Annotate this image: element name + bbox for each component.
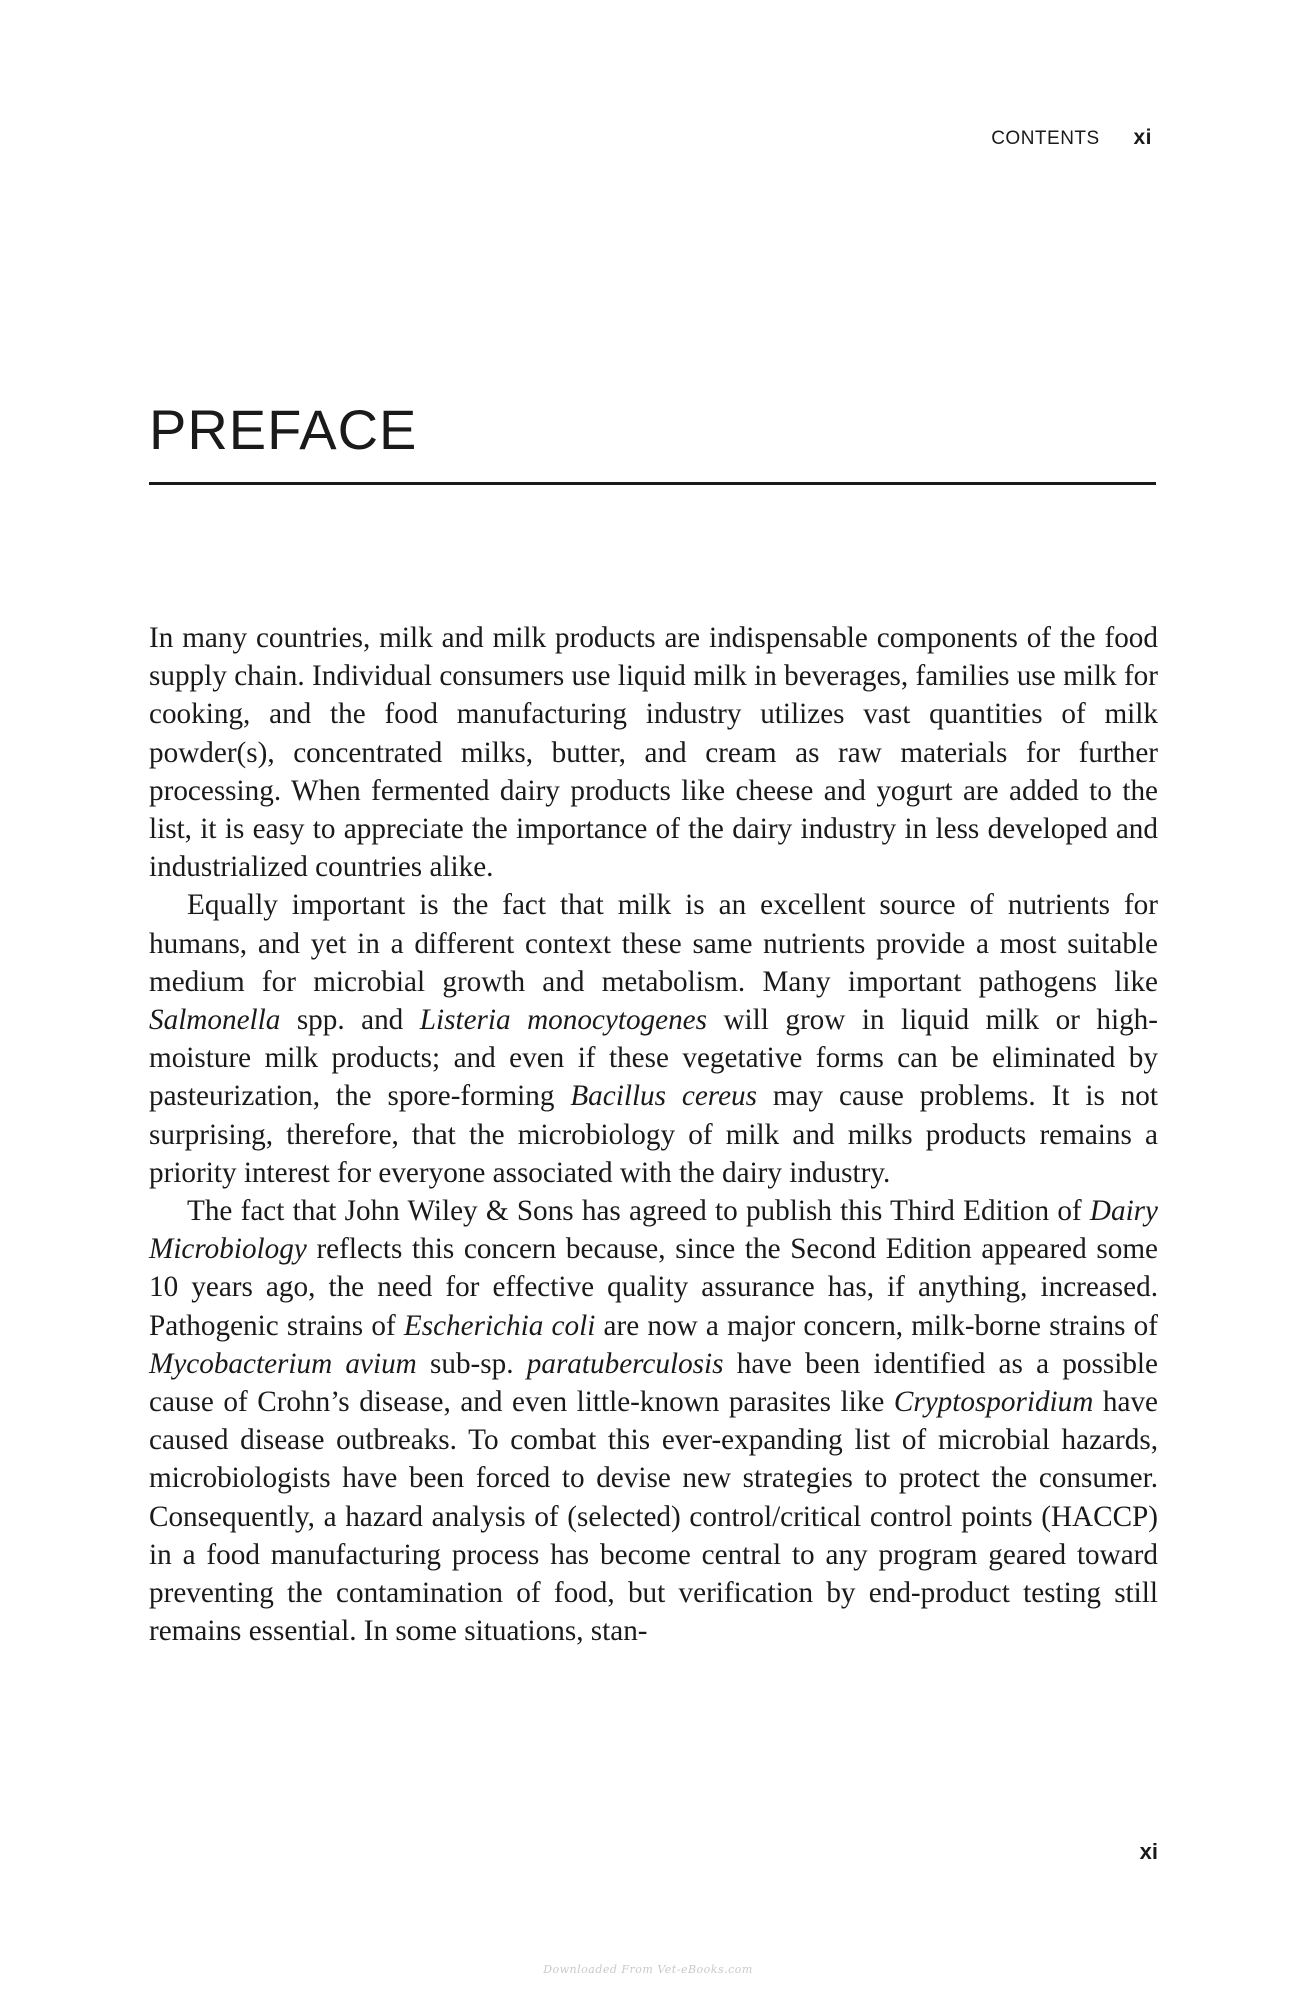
paragraph-3 xyxy=(149,1192,1158,1650)
italic-term: Dairy Microbiology xyxy=(149,1195,1158,1266)
text-run: Equally important is the fact that milk is an excellent source of nutrients for humans, and yet in a different context these same nutrients provide a most suitable medium for microbial growth and metabolism. Many important pathogens like xyxy=(149,889,1158,998)
page-title: PREFACE xyxy=(149,398,418,461)
preface-body xyxy=(149,619,1158,1650)
text-run: may cause problems. It is not surprising, therefore, that the microbiology of milk and milks products remains a priority interest for everyone associated with the dairy industry. xyxy=(149,1080,1158,1189)
paragraph-2 xyxy=(149,886,1158,1192)
text-run: spp. and xyxy=(280,1004,420,1037)
text-run: sub-sp. xyxy=(416,1347,527,1380)
text-run: will grow in liquid milk or high-moisture milk products; and even if these vegetative forms can be eliminated by pasteurization, the spore-forming xyxy=(149,1004,1158,1113)
text-run: reflects this concern because, since the Second Edition appeared some 10 years ago, the need for effective quality assurance has, if anything, increased. Pathogenic strains of xyxy=(149,1233,1158,1342)
italic-term: Cryptosporidium xyxy=(893,1386,1094,1419)
italic-term: Bacillus cereus xyxy=(570,1080,757,1113)
italic-term: Escherichia coli xyxy=(403,1309,596,1342)
running-head-section: CONTENTS xyxy=(991,128,1100,149)
paragraph-1 xyxy=(149,619,1158,886)
folio-page-number: xi xyxy=(1139,1839,1158,1864)
download-watermark: Downloaded From Vet-eBooks.com xyxy=(543,1963,753,1976)
title-rule xyxy=(149,482,1156,485)
text-run: are now a major concern, milk-borne strains of xyxy=(595,1309,1158,1342)
text-run: have caused disease outbreaks. To combat this ever-expanding list of microbial hazards, microbiologists have been forced to devise new strategies to protect the consumer. Consequently, a hazard analysis of (selected) control/critical control points (HACCP) in a food manufacturing process has become central to any program geared toward preventing the contamination of food, but verification by end-product testing still remains essential. In some situations, stan- xyxy=(149,1386,1158,1648)
text-run: have been identified as a possible cause of Crohn’s disease, and even little-known parasites like xyxy=(149,1347,1158,1419)
running-head-page-number: xi xyxy=(1133,126,1152,149)
italic-term: paratuberculosis xyxy=(526,1347,724,1380)
text-run: The fact that John Wiley & Sons has agreed to publish this Third Edition of xyxy=(187,1195,1090,1228)
italic-term: Listeria monocytogenes xyxy=(419,1004,707,1037)
italic-term: Salmonella xyxy=(149,1004,281,1037)
text-run: In many countries, milk and milk products are indispensable components of the food supply chain. Individual consumers use liquid milk in beverages, families use milk for cooking, and the food manufacturing industry utilizes vast quantities of milk powder(s), concentrated milks, butter, and cream as raw materials for further processing. When fermented dairy products like cheese and yogurt are added to the list, it is easy to appreciate the importance of the dairy industry in less developed and industrialized countries alike. xyxy=(149,622,1158,884)
running-head xyxy=(991,126,1152,150)
italic-term: Mycobacterium avium xyxy=(149,1347,417,1380)
